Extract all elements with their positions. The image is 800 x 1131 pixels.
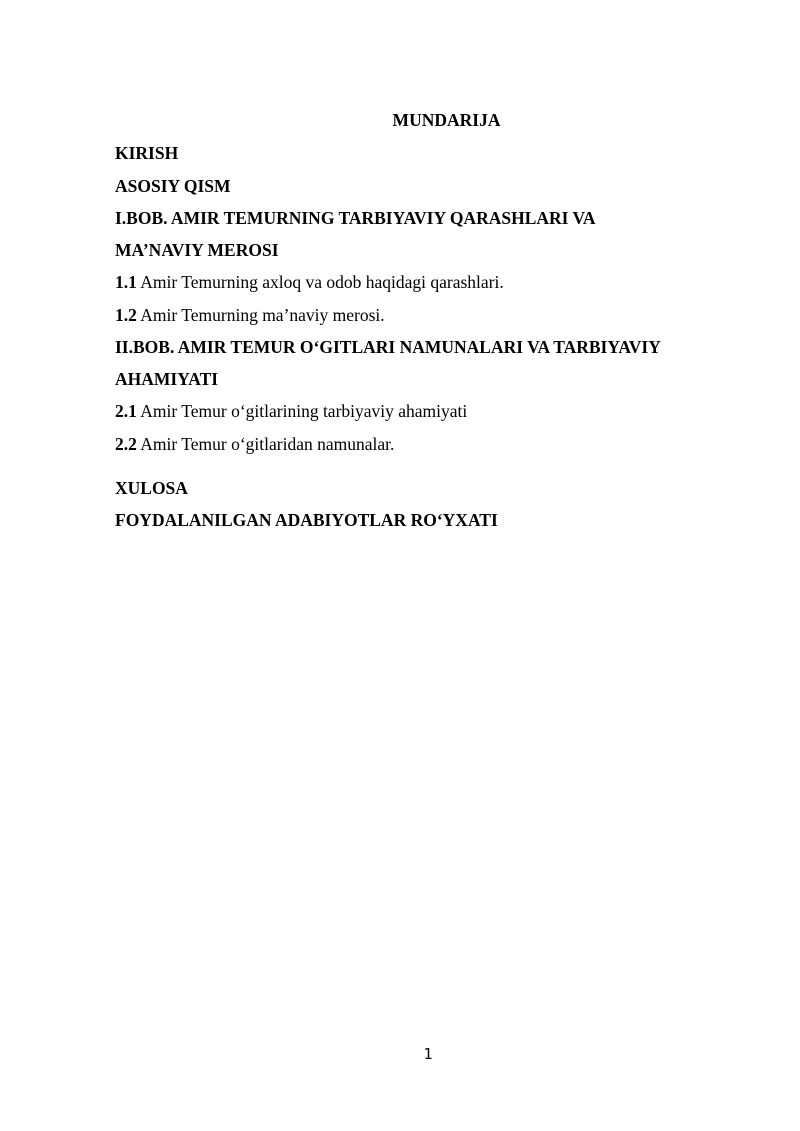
section-title: Amir Temur o‘gitlaridan namunalar. xyxy=(136,434,395,454)
section-title: Amir Temurning ma’naviy merosi. xyxy=(136,305,385,325)
section-number: 1.1 xyxy=(115,272,137,292)
toc-entry-references: FOYDALANILGAN ADABIYOTLAR RO‘YXATI xyxy=(115,510,498,530)
toc-section-1-1 xyxy=(115,270,504,294)
toc-chapter-1-line-2: MA’NAVIY MEROSI xyxy=(115,240,279,260)
toc-section-2-2 xyxy=(115,432,394,456)
toc-entry-conclusion: XULOSA xyxy=(115,478,188,498)
toc-chapter-2-line-1: II.BOB. AMIR TEMUR O‘GITLARI NAMUNALARI VA TARBIYAVIY xyxy=(115,337,661,357)
toc-chapter-1-line-1: I.BOB. AMIR TEMURNING TARBIYAVIY QARASHLARI VA xyxy=(115,208,596,228)
section-number: 2.1 xyxy=(115,401,137,421)
toc-chapter-2-line-2: AHAMIYATI xyxy=(115,369,219,389)
toc-entry-intro: KIRISH xyxy=(115,143,179,163)
toc-section-1-2 xyxy=(115,303,385,327)
section-number: 1.2 xyxy=(115,305,137,325)
section-number: 2.2 xyxy=(115,434,137,454)
toc-entry-main-part: ASOSIY QISM xyxy=(115,176,231,196)
toc-title: MUNDARIJA xyxy=(392,110,501,130)
toc-section-2-1 xyxy=(115,399,467,423)
section-title: Amir Temurning axloq va odob haqidagi qarashlari. xyxy=(136,272,504,292)
page-number: 1 xyxy=(423,1045,433,1063)
section-title: Amir Temur o‘gitlarining tarbiyaviy ahamiyati xyxy=(136,401,468,421)
